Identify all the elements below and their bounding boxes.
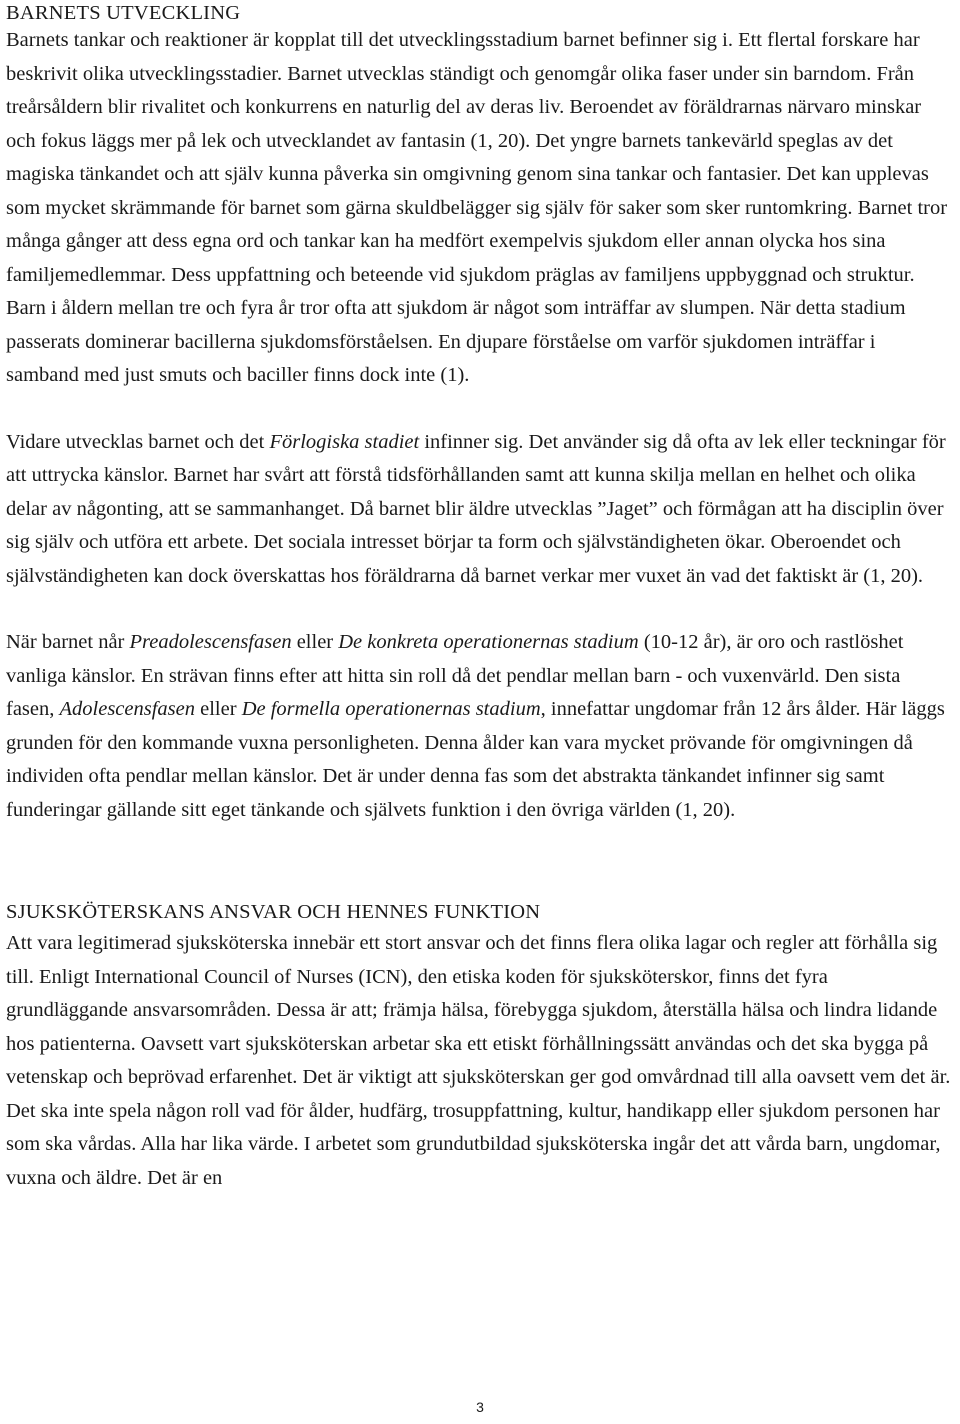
- page-number: 3: [476, 1399, 484, 1415]
- italic-term: De konkreta operationernas stadium: [338, 631, 639, 653]
- paragraph-text: Vidare utvecklas barnet och det: [6, 430, 270, 453]
- section-heading-barnets-utveckling: BARNETS UTVECKLING: [6, 2, 241, 24]
- italic-term: Preadolescensfasen: [129, 631, 292, 653]
- paragraph-forlogiska-stadiet: [6, 426, 952, 594]
- italic-term: Adolescensfasen: [59, 698, 196, 720]
- paragraph-text: eller: [195, 698, 242, 720]
- paragraph-text: När barnet når: [6, 631, 130, 653]
- paragraph-text: (10-12 år), är oro och rastlöshet vanliga känslor. En strävan finns efter att hitta sin roll då det pendlar mellan barn - och vuxenvärld. Den sista fasen,: [6, 631, 904, 720]
- italic-term: Förlogiska stadiet: [269, 430, 420, 453]
- paragraph-text: infinner sig. Det använder sig då ofta av lek eller teckningar för att uttrycka känslor. Barnet har svårt att förstå tidsförhållanden samt att kunna skilja mellan en helhet och olika delar av någonting, att se sammanhanget. Då barnet blir äldre utvecklas ”Jaget” och förmågan att ha disciplin över sig själv och utföra ett arbete. Det sociala intresset börjar ta form och självständigheten ökar. Oberoendet och självständigheten kan dock överskattas hos föräldrarna då barnet verkar mer vuxet än vad det faktiskt är (1, 20).: [6, 430, 946, 587]
- paragraph-legitimerad-sjukskoterska: Att vara legitimerad sjuksköterska innebär ett stort ansvar och det finns flera olika lagar och regler att förhålla sig till. Enligt International Council of Nurses (ICN), den etiska koden för sjuksköterskor, finns det fyra grundläggande ansvarsområden. Dessa är att; främja hälsa, förebygga sjukdom, återställa hälsa och lindra lidande hos patienterna. Oavsett vart sjuksköterskan arbetar ska ett etiskt förhållningssätt användas och det ska bygga på vetenskap och beprövad erfarenhet. Det är viktigt att sjuksköterskan ger god omvårdnad till alla oavsett vem det är. Det ska inte spela någon roll vad för ålder, hudfärg, trosuppfattning, kultur, handikapp eller sjukdom personen har som ska vårdas. Alla har lika värde. I arbetet som grundutbildad sjuksköterska ingår det att vårda barn, ungdomar, vuxna och äldre. Det är en: [6, 932, 951, 1189]
- paragraph-preadolescensfasen: [6, 626, 952, 827]
- section-heading-sjukskoterskans-ansvar: SJUKSKÖTERSKANS ANSVAR OCH HENNES FUNKTION: [6, 901, 541, 923]
- paragraph-barnets-tankar: Barnets tankar och reaktioner är kopplat till det utvecklingsstadium barnet befinner sig i. Ett flertal forskare har beskrivit olika utvecklingsstadier. Barnet utvecklas ständigt och genomgår olika faser under sin barndom. Från treårsåldern blir rivalitet och konkurrens en naturlig del av deras liv. Beroendet av föräldrarnas närvaro minskar och fokus läggs mer på lek och utvecklandet av fantasin (1, 20). Det yngre barnets tankevärld speglas av det magiska tänkandet och att själv kunna påverka sin omgivning genom sina tankar och fantasier. Det kan upplevas som mycket skrämmande för barnet som gärna skuldbelägger sig själv för saker som sker runtomkring. Barnet tror många gånger att dess egna ord och tankar kan ha medfört exempelvis sjukdom eller annan olycka hos sina familjemedlemmar. Dess uppfattning och beteende vid sjukdom präglas av familjens uppbyggnad och struktur. Barn i åldern mellan tre och fyra år tror ofta att sjukdom är något som inträffar av slumpen. När detta stadium passerats dominerar bacillerna sjukdomsförståelsen. En djupare förståelse om varför sjukdomen inträffar i samband med just smuts och baciller finns dock inte (1).: [6, 29, 948, 386]
- italic-term: De formella operationernas stadium: [241, 698, 541, 720]
- paragraph-text: , innefattar ungdomar från 12 års ålder. Här läggs grunden för den kommande vuxna personligheten. Denna ålder kan vara mycket prövande för omgivningen då individen ofta pendlar mellan känslor. Det är under denna fas som det abstrakta tänkandet infinner sig samt funderingar gällande sitt eget tänkande och självets funktion i den övriga världen (1, 20).: [6, 698, 945, 821]
- paragraph-text: eller: [291, 631, 339, 653]
